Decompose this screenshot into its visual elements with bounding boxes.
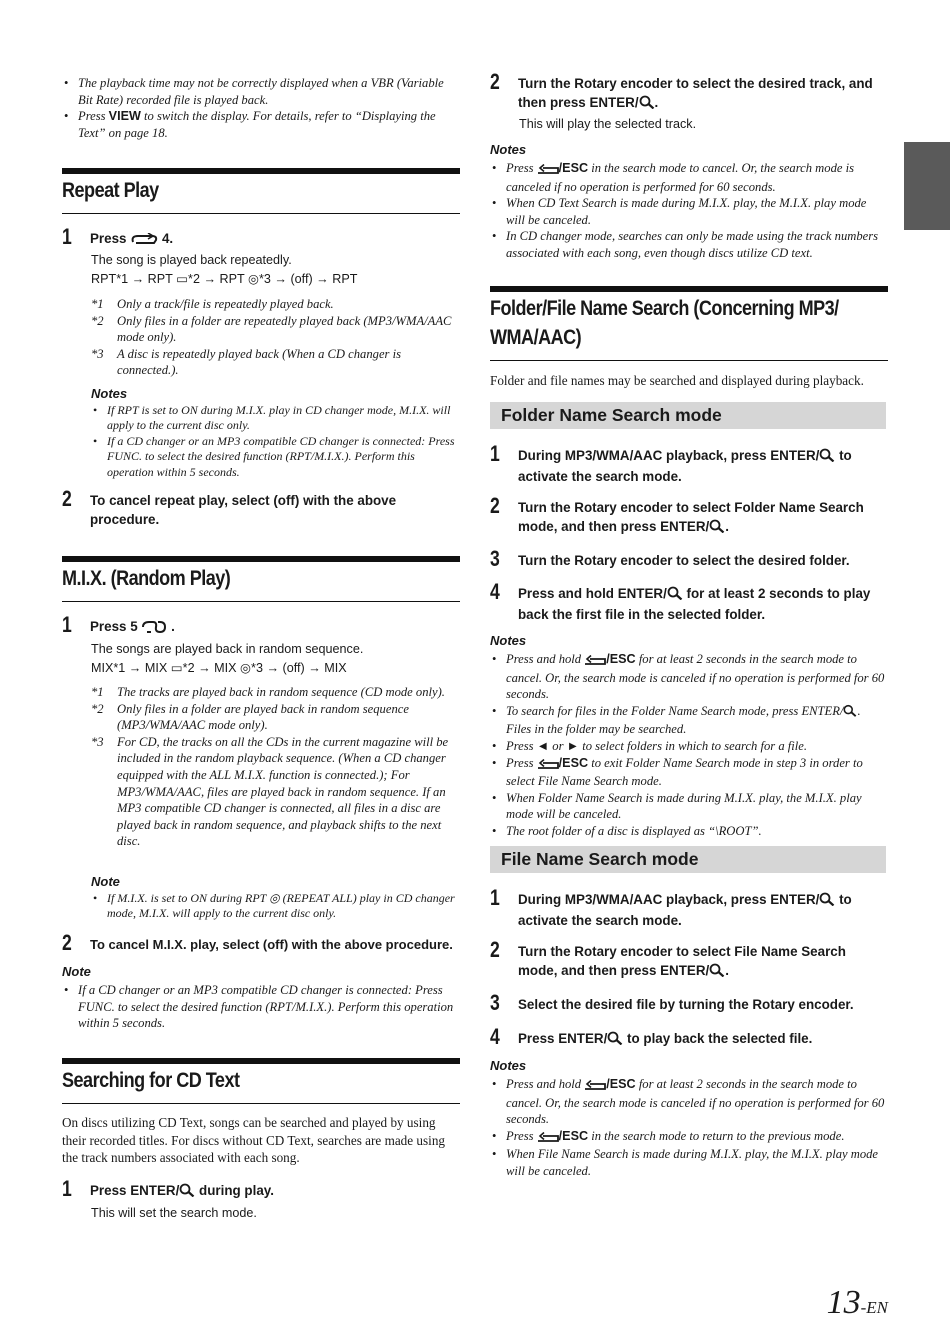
folder-step-1 — [490, 443, 888, 486]
cd-text-step-1 — [62, 1178, 460, 1202]
note-item: • Press /ESC in the search mode to cancel. Or, the search mode is canceled if no operation is performed for 60 seconds. — [490, 160, 888, 195]
search-icon — [709, 963, 725, 982]
note-item: • If RPT is set to ON during M.I.X. play in CD changer mode, M.I.X. will apply to the current disc only. — [91, 403, 460, 434]
step-text: During MP3/WMA/AAC playback, press ENTER/ to activate the search mode. — [518, 448, 852, 484]
step-text: Turn the Rotary encoder to select File Name Search mode, and then press ENTER/ . — [518, 939, 888, 982]
note-item: • Press and hold /ESC for at least 2 seconds in the search mode to cancel. Or, the search mode is canceled if no operation is performed for 60 seconds. — [490, 651, 888, 703]
step-number: 4 — [490, 1024, 500, 1049]
folder-notes — [490, 651, 888, 840]
subsection-title: Folder Name Search mode — [501, 405, 722, 425]
file-step-4 — [490, 1026, 888, 1050]
repeat-step-2 — [62, 488, 460, 529]
mix-footnotes — [91, 684, 460, 850]
note-label: Note — [91, 874, 120, 889]
step-text: Turn the Rotary encoder to select the desired folder. — [518, 553, 850, 568]
repeat-sequence: RPT*1 → RPT ▭*2 → RPT ◎*3 → (off) → RPT — [91, 272, 358, 286]
footnote: *1 The tracks are played back in random sequence (CD mode only). — [91, 685, 445, 699]
step-text: Press ENTER/ during play. — [90, 1178, 274, 1202]
cd-text-notes — [490, 160, 888, 262]
notes-label: Notes — [91, 386, 128, 401]
chapter-tab — [904, 142, 950, 230]
search-icon — [607, 1031, 623, 1050]
cd-text-step-1-body: This will set the search mode. — [91, 1206, 257, 1220]
section-title: Repeat Play — [62, 179, 159, 202]
search-icon — [843, 704, 857, 722]
step-number: 2 — [62, 486, 72, 511]
footnote: *1 Only a track/file is repeatedly played back. — [91, 297, 334, 311]
file-step-1 — [490, 887, 888, 930]
step-text: Press 4. — [90, 226, 173, 250]
notes-label: Notes — [490, 633, 527, 648]
step-number: 2 — [490, 69, 500, 94]
search-icon — [179, 1183, 195, 1202]
repeat-play-heading — [62, 168, 460, 214]
repeat-step-1 — [62, 226, 460, 250]
note-item: • Press /ESC to exit Folder Name Search mode in step 3 in order to select File Name Search mode. — [490, 755, 888, 790]
step-number: 3 — [490, 546, 500, 571]
note-item: • Press and hold /ESC for at least 2 seconds in the search mode to cancel. Or, the search mode is canceled if no operation is performed for 60 seconds. — [490, 1076, 888, 1128]
random-icon — [141, 619, 167, 638]
repeat-icon — [130, 231, 158, 250]
step-number: 1 — [490, 441, 500, 466]
note-item: • If M.I.X. is set to ON during RPT ◎ (REPEAT ALL) play in CD changer mode, M.I.X. will apply to the current disc only. — [91, 891, 460, 922]
search-icon — [819, 448, 835, 467]
return-icon — [537, 162, 559, 179]
return-icon — [537, 1130, 559, 1147]
step-text: Press ENTER/ to play back the selected file. — [518, 1026, 883, 1050]
search-icon — [639, 95, 655, 114]
cd-text-step-2 — [490, 71, 888, 114]
step-number: 2 — [490, 937, 500, 962]
step-text: Select the desired file by turning the Rotary encoder. — [518, 997, 854, 1012]
mix-step-1 — [62, 614, 460, 638]
search-icon — [709, 519, 725, 538]
intro-bullet: • Press VIEW to switch the display. For details, refer to “Displaying the Text” on page 18. — [62, 108, 460, 141]
step-text: Turn the Rotary encoder to select Folder Name Search mode, and then press ENTER/ . — [518, 495, 883, 538]
step-number: 1 — [62, 1176, 72, 1201]
footnote: *3 A disc is repeatedly played back (When a CD changer is connected.). — [91, 346, 401, 378]
note-item: • If a CD changer or an MP3 compatible CD changer is connected: Press FUNC. to select the desired function (RPT/M.I.X.). Perform this operation within 5 seconds. — [91, 434, 460, 480]
mix-step-1-body: The songs are played back in random sequence. — [91, 642, 364, 656]
note-label: Note — [62, 964, 91, 979]
step-text: To cancel repeat play, select (off) with the above procedure. — [90, 493, 397, 527]
footnote: *2 Only files in a folder are played back in random sequence (MP3/WMA/AAC mode only). — [91, 701, 409, 733]
folder-mode-heading — [490, 402, 886, 429]
search-icon — [819, 892, 835, 911]
note-item: • The root folder of a disc is displayed as “\ROOT”. — [490, 823, 888, 840]
folder-step-4 — [490, 581, 888, 624]
section-title: M.I.X. (Random Play) — [62, 567, 231, 590]
step-text: To cancel M.I.X. play, select (off) with the above procedure. — [90, 937, 453, 952]
section-title: Searching for CD Text — [62, 1069, 240, 1092]
footnote: *2 Only files in a folder are repeatedly played back (MP3/WMA/AAC mode only). — [91, 313, 452, 345]
footnote: *3 For CD, the tracks on all the CDs in the current magazine will be included in the random playback sequence. (When a CD changer equipped with the ALL M.I.X. function is connected.); For MP3/WMA/AAC, files are played back in random sequence. If an MP3 compatible CD changer is connected, all files in a disc are played back in random sequence, and playback shifts to the next disc. — [91, 734, 449, 849]
note-item: • If a CD changer or an MP3 compatible CD changer is connected: Press FUNC. to select the desired function (RPT/M.I.X.). Perform this operation within 5 seconds. — [62, 982, 460, 1032]
repeat-step-1-body: The song is played back repeatedly. — [91, 253, 292, 267]
mix-sequence: MIX*1 → MIX ▭*2 → MIX ◎*3 → (off) → MIX — [91, 661, 347, 675]
return-icon — [584, 1078, 606, 1095]
step-text: Press 5 . — [90, 614, 175, 638]
search-icon — [667, 586, 683, 605]
note-item: • When Folder Name Search is made during M.I.X. play, the M.I.X. play mode will be canceled. — [490, 790, 888, 823]
note-item: • In CD changer mode, searches can only be made using the track numbers associated with each song, even though discs utilize CD text. — [490, 228, 888, 261]
file-step-2 — [490, 939, 888, 982]
cd-text-intro: On discs utilizing CD Text, songs can be searched and played by using their recorded titles. For discs without CD Text, searches are made using the track numbers associated with each song. — [62, 1115, 446, 1166]
repeat-footnotes — [91, 296, 460, 379]
folder-file-intro: Folder and file names may be searched and displayed during playback. — [490, 373, 864, 388]
note-item: • Press ◄ or ► to select folders in which to search for a file. — [490, 738, 888, 755]
return-icon — [537, 757, 559, 774]
file-step-3 — [490, 992, 888, 1014]
step-number: 3 — [490, 990, 500, 1015]
intro-bullets — [62, 75, 460, 141]
notes-label: Notes — [490, 142, 527, 157]
step-number: 1 — [490, 885, 500, 910]
section-title: Folder/File Name Search (Concerning MP3/ WMA/AAC) — [490, 297, 839, 349]
step-number: 4 — [490, 579, 500, 604]
file-notes — [490, 1076, 888, 1180]
step-number: 1 — [62, 224, 72, 249]
intro-bullet: • The playback time may not be correctly displayed when a VBR (Variable Bit Rate) recorded file is played back. — [62, 75, 460, 108]
file-mode-heading — [490, 846, 886, 873]
page-number: 13-EN — [826, 1284, 888, 1321]
mix-note — [91, 891, 460, 922]
note-item: • To search for files in the Folder Name Search mode, press ENTER/ . Files in the folder may be searched. — [490, 703, 888, 738]
subsection-title: File Name Search mode — [501, 849, 699, 869]
step-text: Turn the Rotary encoder to select the desired track, and then press ENTER/ . — [518, 71, 888, 114]
cd-text-heading — [62, 1058, 460, 1104]
cd-text-step-2-body: This will play the selected track. — [519, 117, 697, 131]
step-number: 1 — [62, 612, 72, 637]
note-item: • Press /ESC in the search mode to return to the previous mode. — [490, 1128, 888, 1147]
folder-file-heading — [490, 286, 888, 361]
note-item: • When CD Text Search is made during M.I.X. play, the M.I.X. play mode will be canceled. — [490, 195, 888, 228]
return-icon — [584, 653, 606, 670]
step-number: 2 — [62, 930, 72, 955]
repeat-notes — [91, 403, 460, 480]
folder-step-2 — [490, 495, 888, 538]
step-text: Press and hold ENTER/ for at least 2 seconds to play back the first file in the selected folder. — [518, 586, 871, 622]
note-item: • When File Name Search is made during M.I.X. play, the M.I.X. play mode will be canceled. — [490, 1146, 888, 1179]
notes-label: Notes — [490, 1058, 527, 1073]
step-number: 2 — [490, 493, 500, 518]
step-text: During MP3/WMA/AAC playback, press ENTER/ to activate the search mode. — [518, 892, 852, 928]
mix-step-2 — [62, 932, 462, 954]
mix-note-2 — [62, 982, 460, 1032]
mix-heading — [62, 556, 460, 602]
folder-step-3 — [490, 548, 888, 570]
